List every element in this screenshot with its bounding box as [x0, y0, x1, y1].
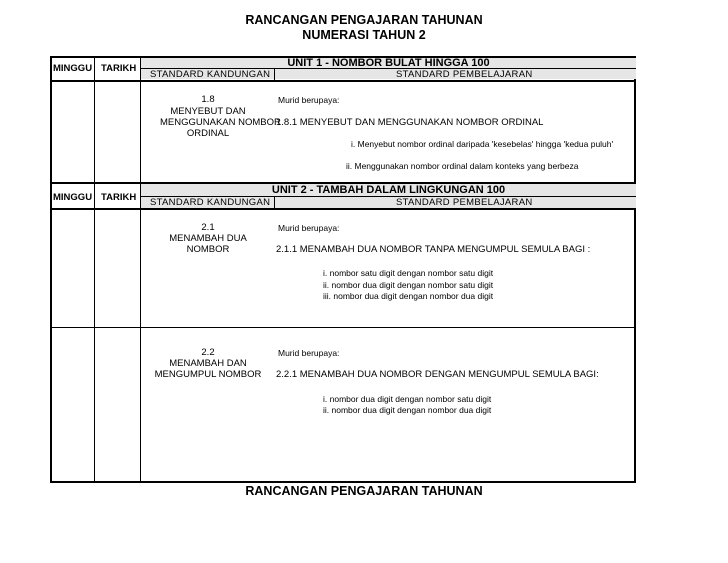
sp-2-2-1-item-ii: ii. nombor dua digit dengan nombor dua digit — [323, 405, 492, 415]
sp-2-1-1-item-ii: ii. nombor dua digit dengan nombor satu digit — [323, 280, 494, 290]
sp-1-8-1: 1.8.1 MENYEBUT DAN MENGGUNAKAN NOMBOR ORDINAL — [276, 117, 544, 128]
grid-line — [274, 196, 275, 208]
unit1-title: UNIT 1 - NOMBOR BULAT HINGGA 100 — [287, 57, 490, 69]
grid-line — [50, 208, 636, 210]
document-subtitle: NUMERASI TAHUN 2 — [302, 28, 426, 42]
header-standard-kandungan: STANDARD KANDUNGAN — [150, 69, 271, 80]
sk-1-8-line3: ORDINAL — [186, 128, 230, 139]
unit2-title: UNIT 2 - TAMBAH DALAM LINGKUNGAN 100 — [271, 184, 506, 196]
document-title: RANCANGAN PENGAJARAN TAHUNAN — [245, 13, 483, 27]
sk-2-2-number: 2.2 — [201, 347, 215, 358]
sk-2-1-number: 2.1 — [201, 222, 215, 233]
sk-1-8-line1: MENYEBUT DAN — [170, 106, 246, 117]
grid-line — [274, 68, 275, 80]
unit2-1-murid-berupaya: Murid berupaya: — [278, 223, 340, 233]
unit1-murid-berupaya: Murid berupaya: — [278, 95, 340, 105]
header-minggu: MINGGU — [53, 192, 93, 203]
grid-line — [94, 56, 95, 483]
footer-title: RANCANGAN PENGAJARAN TAHUNAN — [245, 484, 483, 498]
grid-line — [140, 56, 141, 483]
sp-1-8-1-item-i: i. Menyebut nombor ordinal daripada 'kesebelas' hingga 'kedua puluh' — [351, 139, 614, 149]
sk-2-1-line1: MENAMBAH DUA — [169, 233, 247, 244]
unit2-2-murid-berupaya: Murid berupaya: — [278, 348, 340, 358]
sk-1-8-number: 1.8 — [201, 94, 215, 105]
sk-2-1-line2: NOMBOR — [186, 244, 230, 255]
sp-2-1-1: 2.1.1 MENAMBAH DUA NOMBOR TANPA MENGUMPUL SEMULA BAGI : — [276, 244, 591, 255]
sp-2-1-1-item-i: i. nombor satu digit dengan nombor satu digit — [323, 268, 494, 278]
sk-2-2-line1: MENAMBAH DAN — [169, 358, 247, 369]
header-minggu: MINGGU — [53, 63, 93, 74]
grid-line — [50, 80, 636, 82]
header-standard-kandungan: STANDARD KANDUNGAN — [150, 197, 271, 208]
sk-1-8-line2: MENGGUNAKAN NOMBOR — [160, 117, 281, 128]
sp-2-2-1-item-i: i. nombor dua digit dengan nombor satu digit — [323, 394, 492, 404]
sp-2-2-1: 2.2.1 MENAMBAH DUA NOMBOR DENGAN MENGUMPUL SEMULA BAGI: — [276, 369, 599, 380]
header-tarikh: TARIKH — [101, 63, 137, 74]
header-standard-pembelajaran: STANDARD PEMBELAJARAN — [396, 197, 533, 208]
grid-line — [50, 327, 636, 328]
sp-1-8-1-item-ii: ii. Menggunakan nombor ordinal dalam konteks yang berbeza — [346, 161, 579, 171]
header-standard-pembelajaran: STANDARD PEMBELAJARAN — [396, 69, 533, 80]
header-tarikh: TARIKH — [101, 192, 137, 203]
sk-2-2-line2: MENGUMPUL NOMBOR — [154, 369, 262, 380]
sp-2-1-1-item-iii: iii. nombor dua digit dengan nombor dua digit — [323, 291, 494, 301]
